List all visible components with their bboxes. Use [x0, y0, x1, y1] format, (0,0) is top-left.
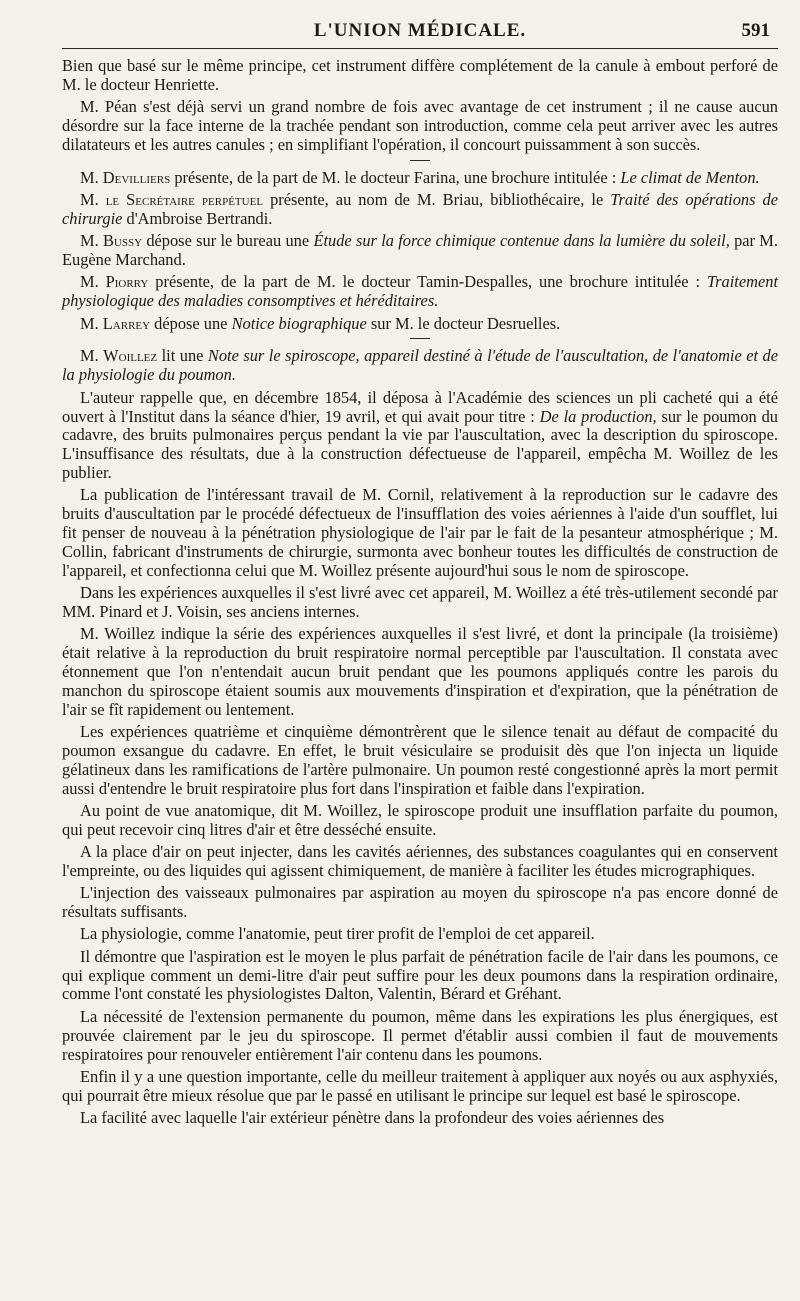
text-run: lit une — [157, 346, 208, 366]
paragraph — [62, 315, 778, 334]
paragraph — [62, 57, 778, 95]
speaker-name: Bussy — [102, 231, 143, 251]
journal-title: L'UNION MÉDICALE. — [313, 20, 527, 41]
paragraph — [62, 925, 778, 944]
italic-title: Note sur le spiroscope, appareil destiné à l'étude de l'auscultation, de l'anatomie et de la physiologie du poumon. — [62, 346, 779, 385]
italic-title: Traité des opérations de chirurgie — [62, 190, 778, 228]
paragraph — [62, 802, 778, 840]
speaker-name: Piorry — [105, 272, 149, 292]
paragraph — [62, 273, 778, 311]
italic-title: Notice biographique — [231, 313, 367, 333]
text-run: M. — [80, 346, 104, 366]
italic-title: De la production, — [539, 406, 657, 426]
text-run: M. Péan s'est déjà servi un grand nombre de fois avec avantage de cet instrument ; il ne cause aucun désordre sur la face interne de la trachée pendant son introduction, comme cela peut arriver avec les autres dilatateurs et les autres canules ; en simplifiant l'opération, il concourt puissamment à son succès. — [62, 97, 778, 154]
paragraph — [62, 191, 778, 229]
text-run: d'Ambroise Bertrandi. — [122, 208, 273, 228]
speaker-name: Woillez — [103, 346, 158, 366]
text-run: dépose sur le bureau une — [142, 231, 314, 251]
italic-title: Traitement physiologique des maladies consomptives et héréditaires. — [62, 272, 778, 311]
text-run: présente, de la part de M. le docteur Tamin-Despalles, une brochure intitulée : — [148, 272, 707, 292]
text-run: Les expériences quatrième et cinquième démontrèrent que le silence tenait au défaut de compacité du poumon exsangue du cadavre. En effet, le bruit vésiculaire se produisit dès que l'on injecta un liquide gélatineux dans les ramifications de l'artère pulmonaire. Un poumon resté congestionné après la mort permit aussi d'entendre le bruit respiratoire plus fort dans l'inspiration et faible dans l'expiration. — [62, 722, 778, 798]
text-run: Il démontre que l'aspiration est le moyen le plus parfait de pénétration facile de l'air dans les poumons, ce qui explique comment un demi-litre d'air peut suffire pour les deux poumons dans la respiration ordinaire, comme l'ont constaté les physiologistes Dalton, Valentin, Bérard et Gréhant. — [62, 946, 778, 1004]
text-run: Dans les expériences auxquelles il s'est livré avec cet appareil, M. Woillez a été très-utilement secondé par MM. Pinard et J. Voisin, ses anciens internes. — [62, 583, 778, 621]
text-run: sur M. le docteur Desruelles. — [366, 313, 561, 333]
text-run: M. — [80, 272, 106, 292]
text-run: A la place d'air on peut injecter, dans les cavités aériennes, des substances coagulantes qui en conservent l'empreinte, ou des liquides qui agissent chimiquement, de manière à faciliter les études micrographiques. — [62, 842, 778, 880]
paragraph — [62, 98, 778, 155]
paragraph — [62, 625, 778, 719]
section-divider — [410, 160, 430, 161]
paragraph — [62, 1109, 778, 1128]
text-run: La publication de l'intéressant travail de M. Cornil, relativement à la reproduction sur le cadavre des bruits d'auscultation par le procédé défectueux de l'insufflation des voies aériennes à l'aide d'un soufflet, lui fit penser de nouveau à la pénétration physiologique de l'air par le fait de la pesanteur atmosphérique ; M. Collin, fabricant d'instruments de chirurgie, surmonta avec bonheur toutes les difficultés de construction de l'appareil, et confectionna celui que M. Woillez présente aujourd'hui sous le nom de spiroscope. — [62, 485, 778, 580]
text-run: M. — [80, 231, 103, 251]
page-number: 591 — [741, 20, 770, 41]
text-run: sur le poumon du cadavre, des bruits pulmonaires perçus pendant la vie par l'auscultation, avec la description du spiroscope. L'insuffisance des résultats, due à la construction défectueuse de l'appareil, empêcha M. Woillez de les publier. — [62, 406, 778, 483]
paragraph — [62, 232, 778, 270]
paragraph — [62, 347, 778, 385]
paragraph — [62, 723, 778, 798]
text-run: présente, de la part de M. le docteur Farina, une brochure intitulée : — [170, 167, 621, 187]
paragraph — [62, 169, 778, 188]
text-run: Enfin il y a une question importante, celle du meilleur traitement à appliquer aux noyés ou aux asphyxiés, qui pourrait être mieux résolue que par le passé en utilisant le principe sur lequel est basé le spiroscope. — [62, 1066, 778, 1105]
paragraph — [62, 1008, 778, 1065]
speaker-name: le Secrétaire perpétuel — [105, 190, 264, 210]
text-run: La facilité avec laquelle l'air extérieur pénètre dans la profondeur des voies aériennes des — [80, 1108, 665, 1128]
article-body — [62, 49, 778, 1128]
running-header — [62, 18, 778, 49]
italic-title: Étude sur la force chimique contenue dans la lumière du soleil, — [313, 231, 730, 251]
speaker-name: Devilliers — [102, 167, 171, 187]
text-run: M. Woillez indique la série des expériences auxquelles il s'est livré, et dont la principale (la troisième) était relative à la reproduction du bruit respiratoire normal perceptible par l'auscultation. Il constata avec étonnement que l'on n'entendait aucun bruit pendant que les poumons appliqués contre les parois du manchon du spiroscope étaient soumis aux mouvements d'inspiration et d'expiration, que la pénétration de l'air se fît rapidement ou lentement. — [62, 624, 778, 719]
text-run: Au point de vue anatomique, dit M. Woillez, le spiroscope produit une insufflation parfaite du poumon, qui peut recevoir cinq litres d'air et être desséché ensuite. — [62, 800, 778, 839]
text-run: L'auteur rappelle que, en décembre 1854, il déposa à l'Académie des sciences un pli cacheté qui a été ouvert à l'Institut dans la séance d'hier, 19 avril, et qui avait pour titre : — [62, 387, 778, 426]
text-run: dépose une — [150, 313, 232, 333]
text-run: Bien que basé sur le même principe, cet instrument diffère complétement de la canule à embout perforé de M. le docteur Henriette. — [62, 56, 778, 94]
text-run: La nécessité de l'extension permanente du poumon, même dans les expirations les plus énergiques, est prouvée clairement par le jeu du spiroscope. Il permet d'établir aussi combien il faut de mouvements respiratoires pour renouveler entièrement l'air contenu dans les poumons. — [62, 1006, 778, 1064]
speaker-name: Larrey — [102, 313, 151, 333]
text-run: M. — [80, 190, 106, 210]
section-divider — [410, 338, 430, 339]
text-run: La physiologie, comme l'anatomie, peut tirer profit de l'emploi de cet appareil. — [80, 924, 595, 944]
paragraph — [62, 843, 778, 881]
paragraph — [62, 948, 778, 1005]
text-run: M. — [80, 313, 103, 333]
text-run: M. — [80, 167, 103, 187]
italic-title: Le climat de Menton. — [620, 167, 760, 187]
paragraph — [62, 584, 778, 622]
paragraph — [62, 389, 778, 483]
text-run: présente, au nom de M. Briau, bibliothécaire, le — [263, 190, 611, 210]
paragraph — [62, 1068, 778, 1106]
text-run: L'injection des vaisseaux pulmonaires par aspiration au moyen du spiroscope n'a pas encore donné de résultats suffisants. — [62, 883, 778, 922]
paragraph — [62, 486, 778, 580]
text-run: par M. Eugène Marchand. — [62, 231, 778, 270]
paragraph — [62, 884, 778, 922]
